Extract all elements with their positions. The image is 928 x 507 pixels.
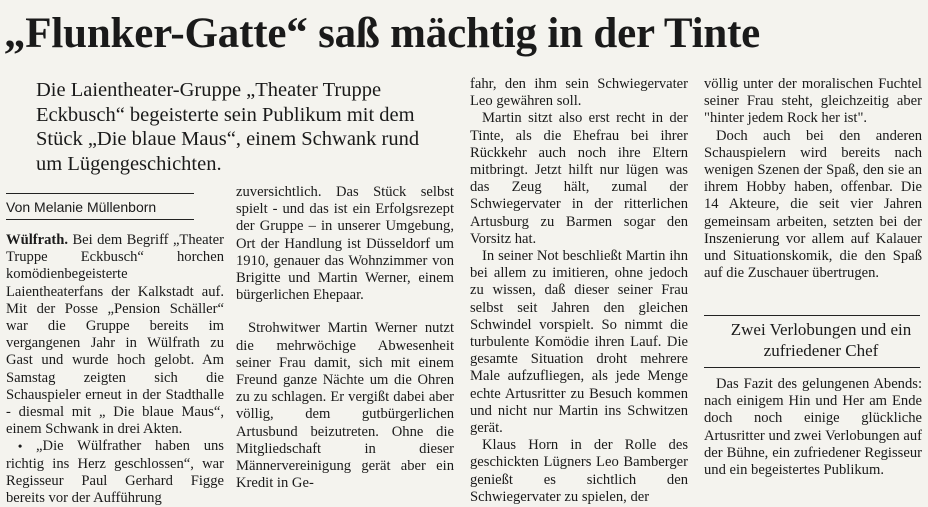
subhead-bottom-rule <box>704 367 920 368</box>
column-3 <box>470 76 688 506</box>
col1-p1-text: Bei dem Begriff „Theater Truppe Eckbusch“ horchen komödienbegeisterte Laientheaterfans der Kalkstadt auf. Mit der Posse „Pension Schäller“ war die Gruppe bereits im vergangenen Jahr in Wülfrath zu Gast und wurde hoch gelobt. Am Samstag zeigten sich die Schauspieler erneut in der Stadthalle - diesmal mit „ Die blaue Maus“, einem Schwank in drei Akten. <box>6 232 224 438</box>
col3-paragraph-3: In seiner Not beschließt Martin ihn bei allem zu imitieren, ohne jedoch zu wissen, daß dieser seiner Frau selbst seit Jahren den gleichen Schwindel vorspielt. So nimmt die turbulente Komödie ihren Lauf. Die gesamte Situation droht mehrere Male aufzufliegen, als jede Menge echte Artusritter zu Besuch kommen und nicht nur Martin ins Schwitzen gerät. <box>470 248 688 437</box>
col2-paragraph-2: Strohwitwer Martin Werner nutzt die mehrwöchige Abwesenheit seiner Frau damit, sich mit einem Freund ganze Nächte um die Ohren zu zu schlagen. Er vergißt dabei aber völlig, dem gutbürgerlichen Artusbund beizutreten. Ohne die Mitgliedschaft in dieser Männervereinigung gerät aber ein Kredit in Ge- <box>236 320 454 492</box>
byline-top-rule <box>6 193 194 194</box>
col3-paragraph-1: fahr, den ihm sein Schwiegervater Leo gewähren soll. <box>470 76 688 110</box>
subhead-top-rule <box>704 315 920 316</box>
headline: „Flunker-Gatte“ saß mächtig in der Tinte <box>4 10 761 57</box>
lead-paragraph: Die Laientheater-Gruppe „Theater Truppe Eckbusch“ begeisterte sein Publikum mit dem Stück „Die blaue Maus“, einem Schwank rund um Lügengeschichten. <box>36 79 420 175</box>
col1-paragraph-1 <box>6 232 224 438</box>
col1-p2-text: „Die Wülfrather haben uns richtig ins Herz geschlossen“, war Regisseur Paul Gerhard Figge bereits vor der Aufführung <box>6 438 224 507</box>
col4-paragraph-1: völlig unter der moralischen Fuchtel seiner Frau steht, gleichzeitig aber "hinter jedem Rock her ist". <box>704 76 922 127</box>
column-4-continued <box>704 376 922 479</box>
column-4 <box>704 76 922 282</box>
col4-paragraph-3: Das Fazit des gelungenen Abends: nach einigem Hin und Her am Ende doch noch einige glückliche Artusritter und zwei Verlobungen auf der Bühne, ein zufriedener Regisseur und ein begeistertes Publikum. <box>704 376 922 479</box>
col1-paragraph-2 <box>6 438 224 507</box>
bullet-icon: • <box>18 439 23 454</box>
column-2 <box>236 184 454 492</box>
col3-paragraph-4: Klaus Horn in der Rolle des geschickten Lügners Leo Bamberger genießt es sichtlich den Schwiegervater zu spielen, der <box>470 437 688 505</box>
byline-bottom-rule <box>6 219 194 220</box>
column-1 <box>6 232 224 507</box>
col3-paragraph-2: Martin sitzt also erst recht in der Tinte, als die Ehefrau bei ihrer Rückkehr auch noch ihre Eltern mitbringt. Jetzt hilft nur lügen was das Zeug hält, zumal der Schwiegervater in der ritterlichen Artusburg zu Barmen sogar den Vorsitz hat. <box>470 110 688 247</box>
col2-paragraph-1: zuversichtlich. Das Stück selbst spielt - und das ist ein Erfolgsrezept der Gruppe – in unserer Umgebung, Ort der Handlung ist Düsseldorf um 1910, genauer das Wohnzimmer von Brigitte und Martin Werner, einem bürgerlichen Ehepaar. <box>236 184 454 304</box>
col4-paragraph-2: Doch auch bei den anderen Schauspielern wird bereits nach wenigen Szenen der Spaß, den sie an ihrem Hobby haben, offenbar. Die 14 Akteure, die seit vier Jahren gemeinsam arbeiten, setzten bei der Inszenierung vor allem auf Kalauer und Situationskomik, die den Spaß auf die Zuschauer übertrugen. <box>704 127 922 282</box>
dateline: Wülfrath. <box>6 232 69 248</box>
subheading: Zwei Verlobungen und ein zufriedener Chef <box>730 320 912 360</box>
byline: Von Melanie Müllenborn <box>6 199 157 215</box>
